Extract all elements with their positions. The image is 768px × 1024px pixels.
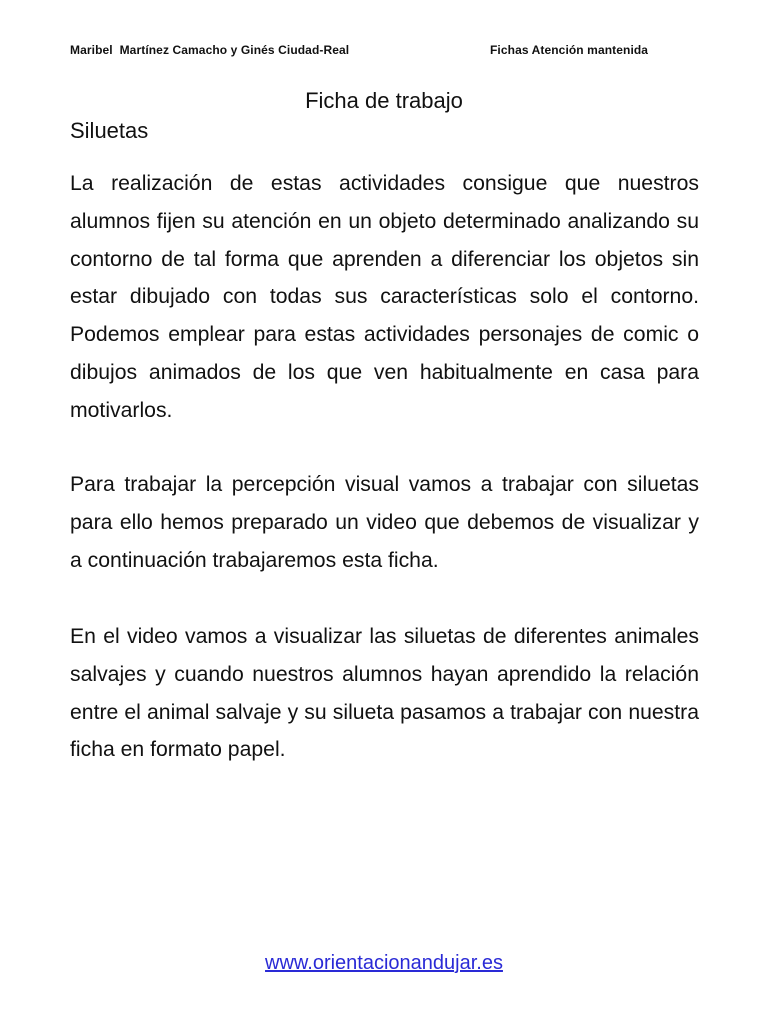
- footer-website-link[interactable]: www.orientacionandujar.es: [265, 952, 503, 974]
- paragraph-visual-perception: Para trabajar la percepción visual vamos a trabajar con siluetas para ello hemos preparado un video que debemos de visualizar y a continuación trabajaremos esta ficha.: [70, 473, 699, 572]
- document-title: Ficha de trabajo: [305, 88, 463, 113]
- paragraph-intro: La realización de estas actividades consigue que nuestros alumnos fijen su atención en un objeto determinado analizando su contorno de tal forma que aprenden a diferenciar los objetos sin estar dibujado con todas sus características solo el contorno. Podemos emplear para estas actividades personajes de comic o dibujos animados de los que ven habitualmente en casa para motivarlos.: [70, 172, 699, 422]
- paragraph-video-instructions: En el video vamos a visualizar las siluetas de diferentes animales salvajes y cuando nuestros alumnos hayan aprendido la relación entre el animal salvaje y su silueta pasamos a trabajar con nuestra ficha en formato papel.: [70, 625, 699, 762]
- section-title: Siluetas: [70, 118, 149, 143]
- header-authors: Maribel Martínez Camacho y Ginés Ciudad-Real: [70, 43, 350, 57]
- header-series-title: Fichas Atención mantenida: [490, 43, 649, 57]
